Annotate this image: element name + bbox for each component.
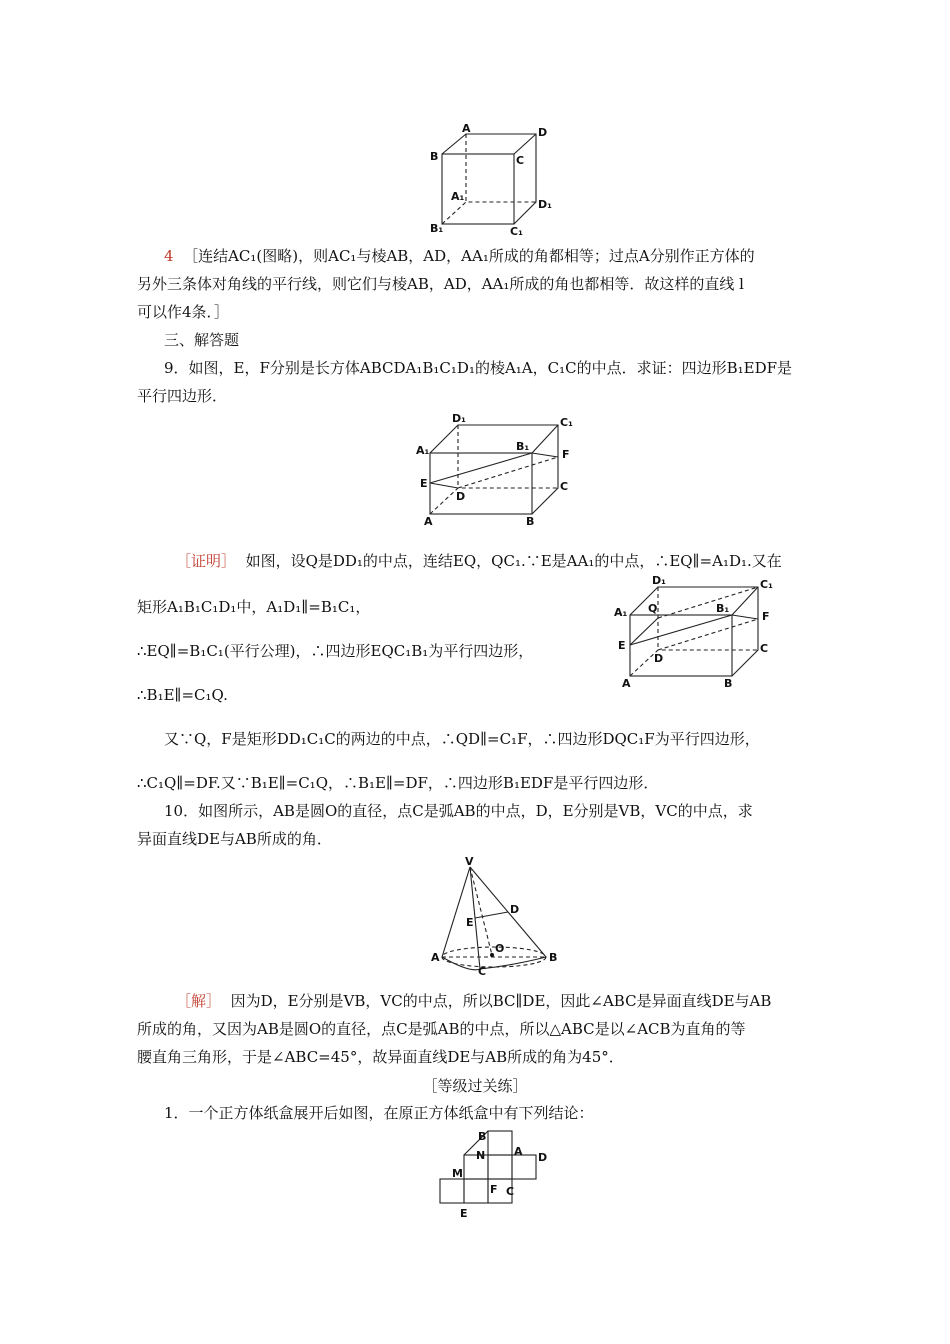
net-label-E: E [460, 1207, 468, 1220]
solution-10-line2: 所成的角，又因为AB是圆O的直径，点C是弧AB的中点，所以△ABC是以∠ACB为直角的等 [137, 1020, 746, 1038]
cube-label-C1: C₁ [510, 225, 523, 238]
cube-label-C: C [516, 154, 525, 167]
fig9-label-C1: C₁ [560, 416, 573, 429]
parallel-equal-symbol: ∥= [692, 552, 713, 570]
proof-fig-label-C: C [760, 642, 769, 655]
net-label-B: B [478, 1130, 487, 1143]
answer-8-line3: 可以作4条．］ [137, 303, 230, 321]
proof-fig-label-C1: C₁ [760, 578, 773, 591]
cube-label-A1: A₁ [451, 190, 465, 203]
fig9-label-D1: D₁ [452, 412, 466, 425]
net-label-A: A [514, 1145, 523, 1158]
parallel-equal-symbol: ∥= [176, 774, 196, 792]
proof-fig-label-E: E [618, 639, 626, 652]
parallel-equal-symbol: ∥= [480, 730, 500, 748]
fig9-label-A1: A₁ [416, 444, 430, 457]
fig9-label-E: E [420, 477, 428, 490]
proof-line1: ［证明］ 如图，设Q是DD₁的中点，连结EQ，QC₁.∵E是AA₁的中点，∴EQ∥=A₁D₁.又在 [176, 552, 782, 570]
cone-figure [425, 855, 565, 978]
cube-label-D: D [538, 126, 548, 139]
proof-fig-label-B1: B₁ [716, 602, 730, 615]
fig9-label-B: B [526, 515, 535, 528]
parallel-equal-symbol: ∥= [301, 598, 321, 616]
section-heading: 三、解答题 [164, 331, 240, 349]
question-9-line2: 平行四边形． [137, 387, 228, 405]
cone-label-D: D [510, 903, 520, 916]
cube-net-figure [430, 1125, 560, 1220]
net-label-C: C [506, 1185, 515, 1198]
cone-label-O: O [495, 942, 505, 955]
fig9-label-B1: B₁ [516, 440, 530, 453]
cone-label-C: C [478, 965, 487, 978]
level-question-1: 1．一个正方体纸盒展开后如图，在原正方体纸盒中有下列结论： [164, 1104, 594, 1122]
proof-fig-label-A1: A₁ [614, 606, 628, 619]
proof-fig-label-Q: Q [648, 602, 658, 615]
solution-10-line3: 腰直角三角形，于是∠ABC=45°，故异面直线DE与AB所成的角为45°． [137, 1048, 624, 1066]
cone-label-V: V [465, 855, 474, 868]
net-label-N: N [476, 1149, 486, 1162]
question-10-line1: 10．如图所示，AB是圆O的直径，点C是弧AB的中点，D，E分别是VB，VC的中点，求 [164, 802, 753, 820]
question-10-line2: 异面直线DE与AB所成的角． [137, 830, 332, 848]
solution-10-line1: ［解］ 因为D，E分别是VB，VC的中点，所以BC∥DE，因此∠ABC是异面直线DE与AB [176, 992, 772, 1010]
proof-fig-label-D: D [654, 652, 664, 665]
parallel-equal-symbol: ∥= [169, 642, 190, 660]
proof-tag: ［证明］ [176, 552, 237, 570]
fig9-label-F: F [562, 448, 570, 461]
parallel-equal-symbol: ∥= [278, 774, 299, 792]
net-label-F: F [490, 1183, 498, 1196]
proof-line4: ∴B₁E∥=C₁Q. [137, 686, 228, 704]
proof-fig-label-A: A [622, 677, 631, 690]
cuboid-figure-proof [610, 572, 780, 690]
net-label-M: M [452, 1167, 463, 1180]
cuboid-figure-9 [410, 410, 580, 528]
proof-line3: ∴EQ∥=B₁C₁(平行公理)，∴四边形EQC₁B₁为平行四边形， [137, 642, 534, 660]
proof-fig-label-F: F [762, 610, 770, 623]
answer-8-line2: 另外三条体对角线的平行线，则它们与棱AB，AD，AA₁所成的角也都相等．故这样的直线 l [137, 275, 744, 293]
cube-label-B: B [430, 150, 439, 163]
fig9-label-C: C [560, 480, 569, 493]
proof-fig-label-B: B [724, 677, 733, 690]
cube-label-B1: B₁ [430, 222, 444, 235]
proof-line2: 矩形A₁B₁C₁D₁中，A₁D₁∥=B₁C₁， [137, 598, 371, 616]
proof-fig-label-D1: D₁ [652, 574, 666, 587]
cube-figure [420, 122, 550, 237]
fig9-label-D: D [456, 490, 466, 503]
parallel-equal-symbol: ∥= [385, 774, 406, 792]
fig9-label-A: A [424, 515, 433, 528]
net-label-D: D [538, 1151, 548, 1164]
answer-8-number: 4 [164, 247, 174, 265]
proof-line6: ∴C₁Q∥=DF.又∵B₁E∥=C₁Q，∴B₁E∥=DF，∴四边形B₁EDF是平行四边形． [137, 774, 659, 792]
cone-label-A: A [431, 951, 440, 964]
solution-tag: ［解］ [176, 992, 222, 1010]
cube-label-A: A [462, 122, 471, 135]
parallel-equal-symbol: ∥= [174, 686, 195, 704]
proof-line5: 又∵Q，F是矩形DD₁C₁C的两边的中点，∴QD∥=C₁F，∴四边形DQC₁F为平行四边形， [164, 730, 760, 748]
question-9-line1: 9．如图，E，F分别是长方体ABCDA₁B₁C₁D₁的棱A₁A，C₁C的中点．求证：四边形B₁EDF是 [164, 359, 793, 377]
cube-label-D1: D₁ [538, 198, 552, 211]
cone-label-B: B [549, 951, 558, 964]
level-practice-title: ［等级过关练］ [422, 1077, 528, 1095]
answer-8-line1: 4 ［连结AC₁(图略)，则AC₁与棱AB，AD，AA₁所成的角都相等；过点A分别作正方体的 [164, 247, 755, 265]
cone-label-E: E [466, 916, 474, 929]
